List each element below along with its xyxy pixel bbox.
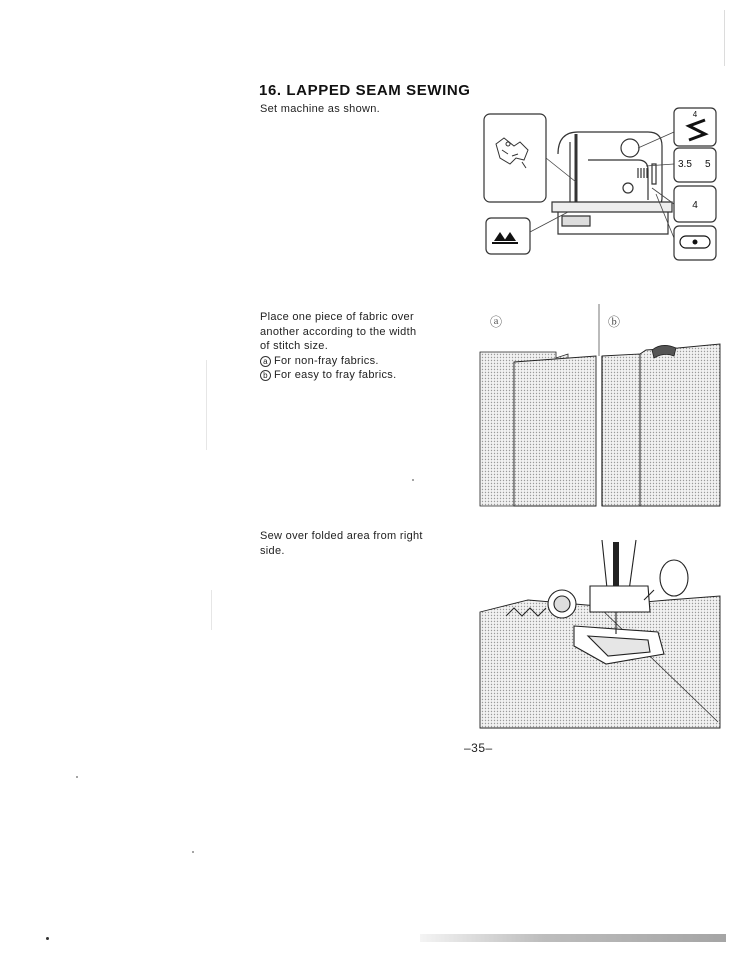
scan-bottom-shadow (420, 934, 726, 942)
option-a-text: For non-fray fabrics. (274, 354, 379, 367)
tension-value: 4 (692, 200, 698, 211)
fabric-overlap-figure (478, 302, 722, 508)
section-title: 16. LAPPED SEAM SEWING (259, 82, 471, 99)
stitch-length-value: 4 (692, 110, 698, 119)
presser-foot-inset (484, 114, 546, 202)
scan-speck (76, 776, 78, 778)
fabric-under-foot (480, 596, 720, 728)
scan-speck (412, 479, 414, 481)
label-b: ⓑ (608, 315, 621, 329)
step2-line1: Place one piece of fabric over (260, 311, 414, 323)
step1-text: Set machine as shown. (260, 103, 381, 115)
page-number: –35– (464, 741, 493, 755)
fabric-a (480, 352, 596, 506)
fabric-b (602, 344, 720, 506)
scan-margin-line (206, 360, 207, 450)
stitch-width-right: 5 (705, 159, 711, 170)
step3-line2: side. (260, 544, 285, 557)
option-a (260, 354, 416, 369)
sewing-machine-icon (552, 132, 672, 234)
scan-speck (192, 851, 194, 853)
label-a: ⓐ (490, 315, 503, 329)
option-a-marker: a (260, 356, 271, 367)
step2-text (260, 310, 416, 383)
machine-settings-figure (478, 104, 722, 266)
stitch-width-left: 3.5 (678, 159, 692, 170)
sewing-presser-foot-figure (478, 536, 722, 730)
step3-line1: Sew over folded area from right (260, 530, 423, 542)
step2-line2: another according to the width (260, 325, 417, 338)
step2-line3: of stitch size. (260, 340, 329, 352)
option-b-text: For easy to fray fabrics. (274, 369, 397, 381)
scan-edge-line (724, 10, 725, 66)
scan-margin-line-2 (211, 590, 212, 630)
step3-text (260, 529, 423, 558)
scan-speck (46, 937, 49, 940)
option-b (260, 368, 416, 383)
option-b-marker: b (260, 370, 271, 381)
